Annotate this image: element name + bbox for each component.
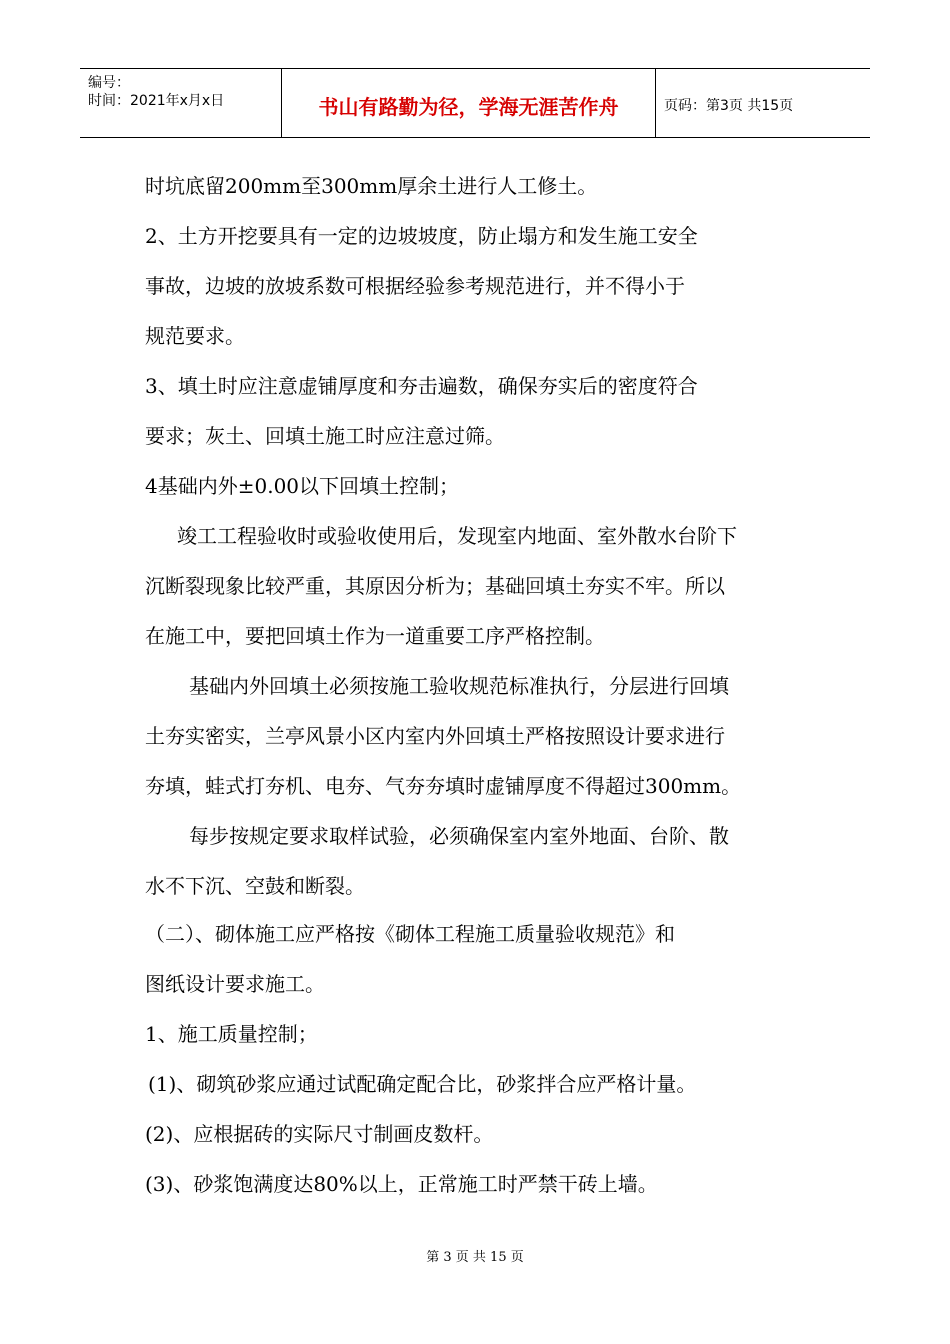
body-line: 时坑底留200mm至300mm厚余土进行人工修土。 bbox=[145, 174, 598, 198]
document-number-label: 编号： bbox=[88, 75, 130, 91]
body-line: 土夯实密实，兰亭风景小区内室内外回填土严格按照设计要求进行 bbox=[145, 724, 725, 748]
body-line: 在施工中，要把回填土作为一道重要工序严格控制。 bbox=[145, 624, 605, 648]
body-line: 要求；灰土、回填土施工时应注意过筛。 bbox=[145, 424, 505, 448]
body-line: 规范要求。 bbox=[145, 324, 245, 348]
page-footer: 第 3 页 共 15 页 bbox=[426, 1250, 524, 1265]
body-line: 每步按规定要求取样试验，必须确保室内室外地面、台阶、散 bbox=[189, 824, 729, 848]
header-page-info: 页码：第3页 共15页 bbox=[664, 98, 794, 114]
body-line: 4基础内外±0.00以下回填土控制； bbox=[145, 474, 460, 498]
body-line: (1)、砌筑砂浆应通过试配确定配合比，砂浆拌合应严格计量。 bbox=[148, 1072, 697, 1096]
header-motto-cell bbox=[282, 69, 656, 137]
body-line: 1、施工质量控制； bbox=[145, 1022, 318, 1046]
body-line: （二）、砌体施工应严格按《砌体工程施工质量验收规范》和 bbox=[145, 922, 675, 946]
body-line: 图纸设计要求施工。 bbox=[145, 972, 325, 996]
body-line: 夯填，蛙式打夯机、电夯、气夯夯填时虚铺厚度不得超过300mm。 bbox=[145, 774, 742, 798]
body-line: 水不下沉、空鼓和断裂。 bbox=[145, 874, 365, 898]
document-date: 时间：2021年x月x日 bbox=[88, 93, 225, 109]
header-page-cell bbox=[656, 69, 870, 137]
header-motto: 书山有路勤为径，学海无涯苦作舟 bbox=[318, 94, 619, 119]
header-meta bbox=[80, 69, 282, 137]
body-line: 竣工工程验收时或验收使用后，发现室内地面、室外散水台阶下 bbox=[177, 524, 737, 548]
body-line: 沉断裂现象比较严重，其原因分析为；基础回填土夯实不牢。所以 bbox=[145, 574, 725, 598]
body-line: 基础内外回填土必须按施工验收规范标准执行，分层进行回填 bbox=[189, 674, 729, 698]
body-line: 3、填土时应注意虚铺厚度和夯击遍数，确保夯实后的密度符合 bbox=[145, 374, 698, 398]
page-header bbox=[80, 68, 870, 138]
body-line: (2)、应根据砖的实际尺寸制画皮数杆。 bbox=[145, 1122, 494, 1146]
body-line: 事故，边坡的放坡系数可根据经验参考规范进行，并不得小于 bbox=[145, 274, 685, 298]
body-line: (3)、砂浆饱满度达80%以上，正常施工时严禁干砖上墙。 bbox=[145, 1172, 658, 1196]
body-line: 2、土方开挖要具有一定的边坡坡度，防止塌方和发生施工安全 bbox=[145, 224, 698, 248]
